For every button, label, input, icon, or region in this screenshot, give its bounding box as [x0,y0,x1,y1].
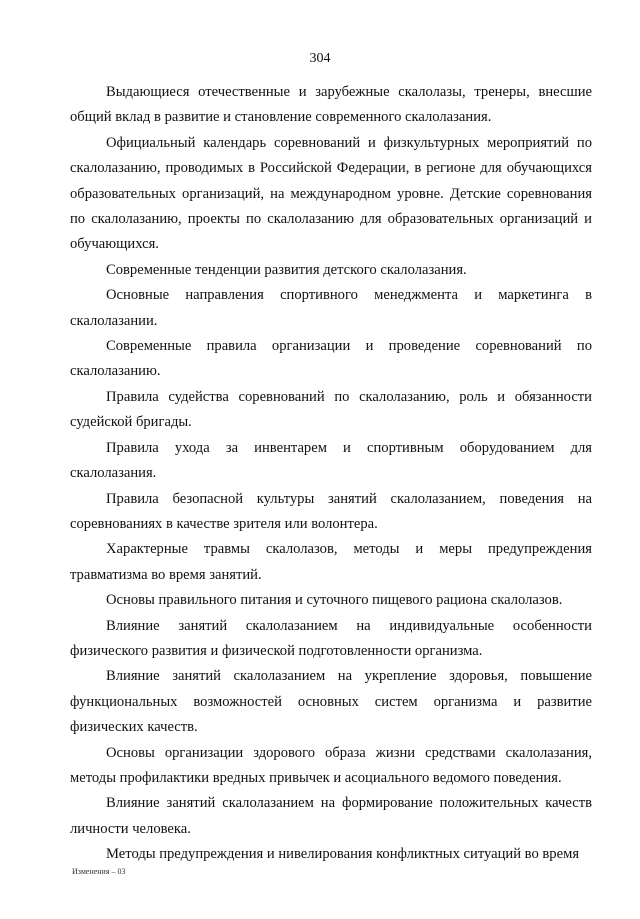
paragraph: Влияние занятий скалолазанием на индивидуальные особенности физического развития и физической подготовленности организма. [70,617,592,659]
paragraph: Влияние занятий скалолазанием на укрепление здоровья, повышение функциональных возможностей основных систем организма и развитие физических качеств. [70,668,592,736]
paragraph: Правила ухода за инвентарем и спортивным оборудованием для скалолазания. [70,439,592,482]
paragraph: Основы организации здорового образа жизни средствами скалолазания, методы профилактики вредных привычек и асоциального ведомого поведения. [70,744,592,786]
paragraph: Правила судейства соревнований по скалолазанию, роль и обязанности судейской бригады. [70,388,592,431]
paragraph: Методы предупреждения и нивелирования конфликтных ситуаций во время [106,846,580,863]
page-number: 304 [309,51,331,66]
paragraph: Современные правила организации и проведение соревнований по скалолазанию. [70,338,592,380]
paragraph: Основные направления спортивного менеджмента и маркетинга в скалолазании. [70,287,592,329]
revision-footer: Изменения – 03 [72,867,126,876]
paragraph: Официальный календарь соревнований и физкультурных мероприятий по скалолазанию, проводимых в Российской Федерации, в регионе для обучающихся образовательных организаций, на международном уровне. Детские соревнования по скалолазанию, проекты по скалолазанию для образовательных организаций и обучающихся. [70,134,592,253]
paragraph: Современные тенденции развития детского скалолазания. [106,261,467,278]
paragraph: Основы правильного питания и суточного пищевого рациона скалолазов. [106,592,563,609]
paragraph: Характерные травмы скалолазов, методы и меры предупреждения травматизма во время занятий. [70,541,592,583]
paragraph: Правила безопасной культуры занятий скалолазанием, поведения на соревнованиях в качестве зрителя или волонтера. [70,490,592,532]
paragraph: Влияние занятий скалолазанием на формирование положительных качеств личности человека. [70,795,592,837]
paragraph: Выдающиеся отечественные и зарубежные скалолазы, тренеры, внесшие общий вклад в развитие и становление современного скалолазания. [70,84,592,126]
document-body [70,80,592,868]
